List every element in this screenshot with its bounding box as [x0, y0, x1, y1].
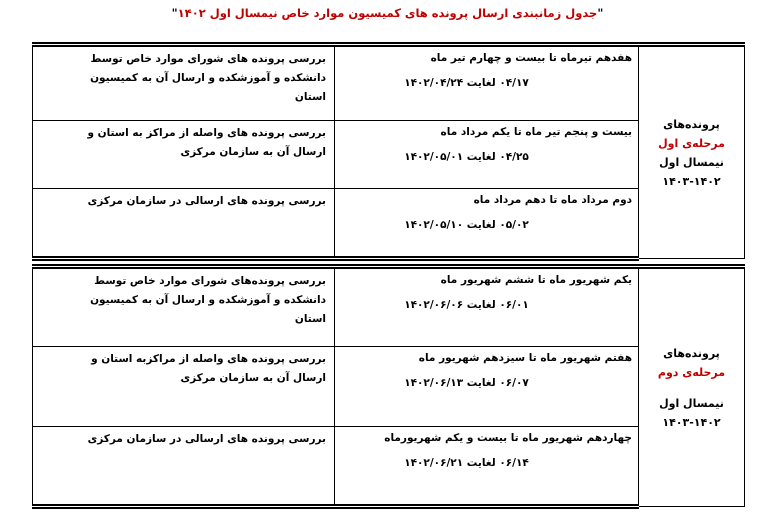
stage-year: ۱۴۰۳-۱۴۰۲ [662, 415, 721, 429]
title-text: جدول زمانبندی ارسال پرونده های کمیسیون موارد خاص نیمسال اول ۱۴۰۲ [177, 6, 598, 20]
task-cell [33, 347, 335, 427]
period-cell [335, 347, 639, 427]
stage-semester: نیمسال اول [659, 396, 724, 410]
task-line: استان [294, 313, 326, 325]
period-cell [335, 189, 639, 259]
task-line: بررسی پرونده های واصله از مراکز به استان و [87, 127, 326, 139]
task-cell [33, 427, 335, 507]
task-line: بررسی پرونده‌های شورای موارد خاص توسط [94, 275, 326, 287]
title-quote-close: " [171, 6, 178, 20]
period-range: ۰۵/۰۲ لغایت ۱۴۰۲/۰۵/۱۰ [404, 219, 529, 231]
period-title: بیست و پنجم تیر ماه تا یکم مرداد ماه [440, 126, 632, 138]
period-cell [335, 427, 639, 507]
stage-cell [639, 267, 745, 507]
title-quote-open: " [597, 6, 604, 20]
period-range: ۰۶/۰۷ لغایت ۱۴۰۲/۰۶/۱۳ [404, 377, 529, 389]
task-cell [33, 45, 335, 121]
schedule-table-stage-2 [32, 264, 745, 509]
period-title: هفدهم تیرماه تا بیست و چهارم تیر ماه [430, 52, 632, 64]
table-row [33, 427, 745, 507]
period-cell [335, 121, 639, 189]
stage-label: پرونده‌های [663, 346, 720, 360]
period-range: ۰۶/۱۴ لغایت ۱۴۰۲/۰۶/۲۱ [404, 457, 529, 469]
period-cell [335, 45, 639, 121]
stage-name: مرحله‌ی دوم [657, 365, 726, 379]
period-title: چهاردهم شهریور ماه تا بیست و یکم شهریورماه [384, 432, 632, 444]
period-range: ۰۴/۱۷ لغایت ۱۴۰۲/۰۴/۲۴ [404, 77, 529, 89]
period-cell [335, 267, 639, 347]
period-title: هفتم شهریور ماه تا سیزدهم شهریور ماه [418, 352, 632, 364]
period-range: ۰۴/۲۵ لغایت ۱۴۰۲/۰۵/۰۱ [404, 151, 529, 163]
task-line: دانشکده و آموزشکده و ارسال آن به کمیسیون [90, 294, 326, 306]
stage-label: پرونده‌های [663, 117, 720, 131]
stage-year: ۱۴۰۳-۱۴۰۲ [662, 174, 721, 188]
period-title: یکم شهریور ماه تا ششم شهریور ماه [440, 274, 632, 286]
period-range: ۰۶/۰۱ لغایت ۱۴۰۲/۰۶/۰۶ [404, 299, 529, 311]
stage-cell [639, 45, 745, 259]
task-line: بررسی پرونده های واصله از مراکزبه استان و [91, 353, 326, 365]
table-row [33, 347, 745, 427]
task-line: دانشکده و آموزشکده و ارسال آن به کمیسیون [90, 72, 326, 84]
stage-semester: نیمسال اول [659, 155, 724, 169]
task-line: بررسی پرونده های ارسالی در سازمان مرکزی [87, 433, 326, 445]
task-line: ارسال آن به سازمان مرکزی [180, 146, 326, 158]
task-line: بررسی پرونده های ارسالی در سازمان مرکزی [87, 195, 326, 207]
task-cell [33, 267, 335, 347]
task-line: استان [294, 91, 326, 103]
task-line: بررسی پرونده های شورای موارد خاص توسط [90, 53, 326, 65]
document-title [0, 6, 775, 20]
table-row [33, 189, 745, 259]
period-title: دوم مرداد ماه تا دهم مرداد ماه [473, 194, 632, 206]
table-row [33, 121, 745, 189]
task-line: ارسال آن به سازمان مرکزی [180, 372, 326, 384]
task-cell [33, 121, 335, 189]
schedule-table-stage-1 [32, 42, 745, 261]
task-cell [33, 189, 335, 259]
table-row [33, 267, 745, 347]
stage-name: مرحله‌ی اول [658, 136, 725, 150]
table-row [33, 45, 745, 121]
